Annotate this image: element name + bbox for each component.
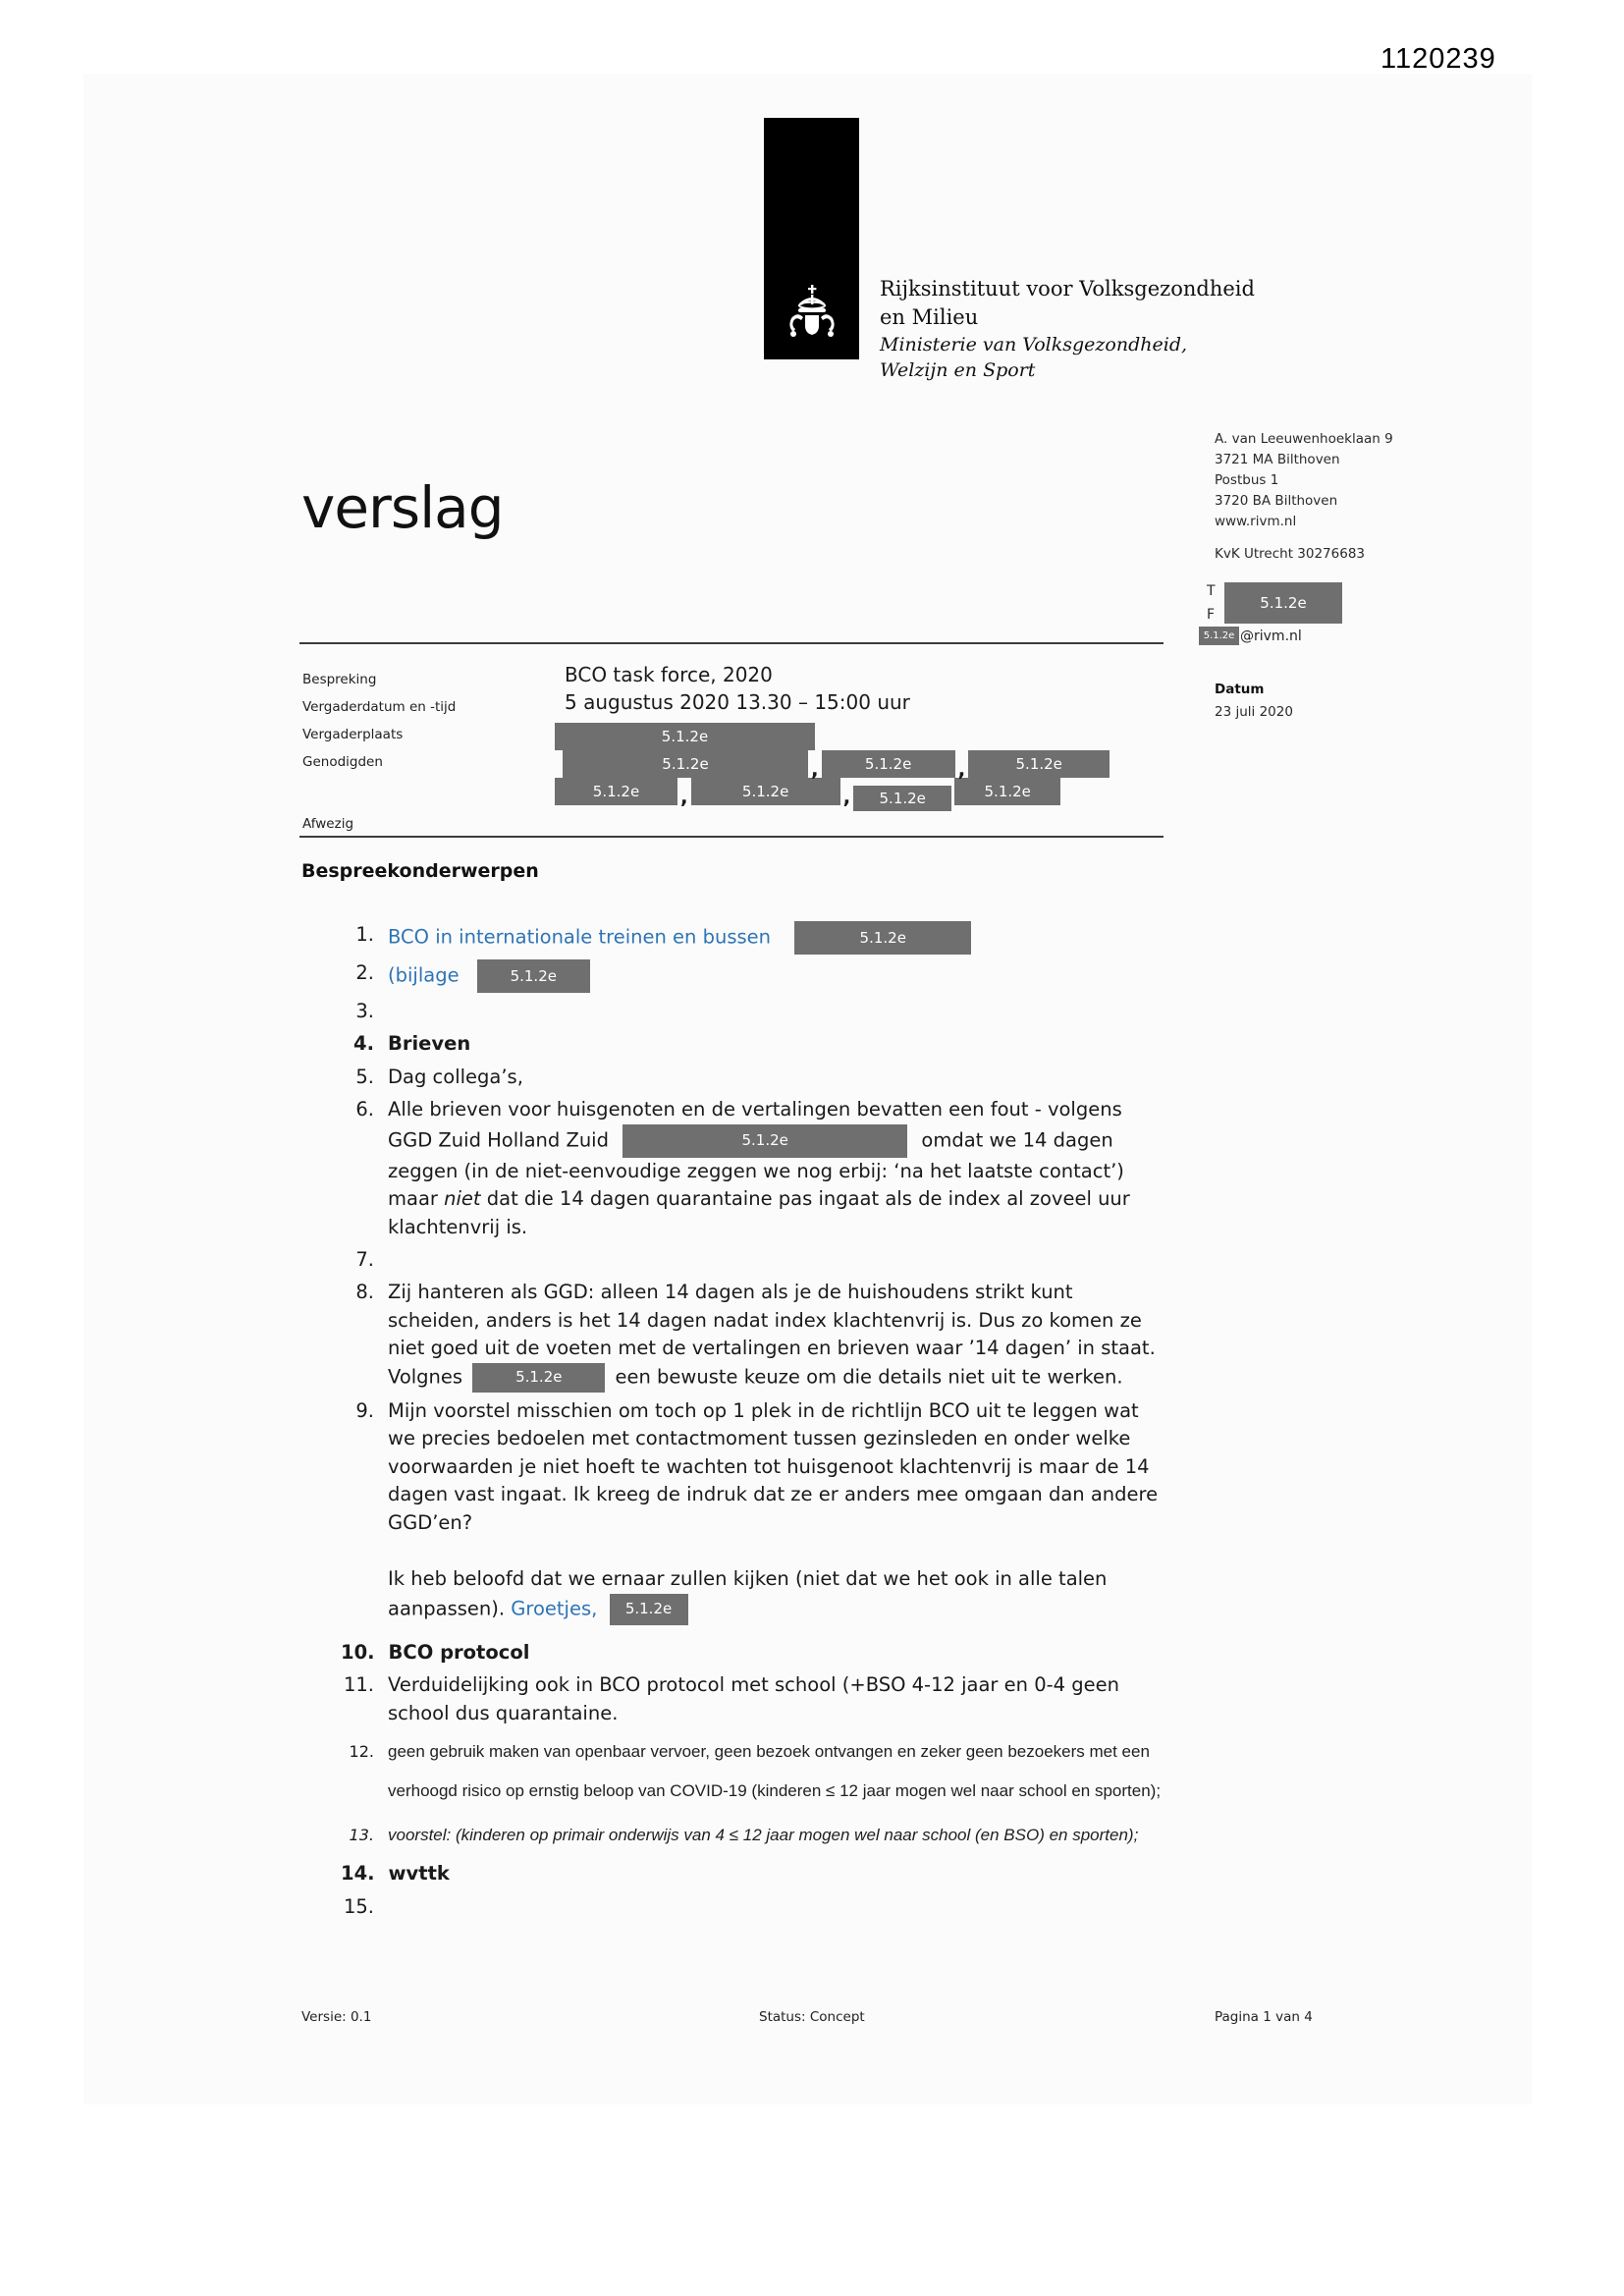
item-number: 7. [355,1248,374,1271]
afwezig-label: Afwezig [302,816,354,832]
separator-comma: , [842,785,851,808]
redaction-item-2: 5.1.2e [477,959,590,993]
item-number: 10. [341,1640,375,1664]
divider-bottom [299,836,1164,838]
item-text: Dag collega’s, [388,1065,523,1088]
redaction-phone-number: 5.1.2e [1224,582,1342,624]
bespreking-label: Bespreking [302,672,377,687]
redaction-item-9: 5.1.2e [610,1594,688,1625]
fax-label-f: F [1207,607,1216,623]
redaction-genodigde-7: 5.1.2e [954,778,1060,805]
item-number: 3. [355,1000,374,1022]
address-line: 3721 MA Bilthoven [1215,452,1340,467]
datum-value: 23 juli 2020 [1215,704,1293,720]
vergaderdatum-label: Vergaderdatum en -tijd [302,699,457,715]
redaction-genodigde-5: 5.1.2e [691,778,840,805]
redaction-vergaderplaats: 5.1.2e [555,723,815,750]
item-number: 4. [353,1032,374,1055]
email-domain: @rivm.nl [1240,628,1302,644]
address-block [1215,429,1393,532]
footer-page-number: Pagina 1 van 4 [1215,2009,1313,2025]
item-text-emphasis: niet [444,1187,481,1210]
agenda-link-text: BCO in internationale treinen en bussen [388,925,772,949]
item-text: omdat we 14 dagen zeggen (in de niet-eenvoudige zeggen we nog erbij: ‘na het laatste contact’) maar [388,1128,1124,1210]
item-text: BCO protocol [388,1640,530,1664]
redaction-genodigde-3: 5.1.2e [968,750,1110,778]
phone-label-t: T [1207,583,1216,599]
item-text: een bewuste keuze om die details niet uit te werken. [615,1365,1123,1388]
list-item-4 [341,1030,1173,1059]
list-item-3 [341,998,1173,1025]
item-number: 14. [341,1862,375,1885]
item-text: geen gebruik maken van openbaar vervoer, geen bezoek ontvangen en zeker geen bezoekers met een verhoogd risico op ernstig beloop van COVID-19 (kinderen ≤ 12 jaar mogen wel naar school en sporten); [388,1742,1162,1800]
separator-comma: , [957,757,966,781]
list-item-8 [341,1279,1173,1393]
ministry-line1: Ministerie van Volksgezondheid, [880,334,1188,355]
bespreking-value: BCO task force, 2020 [565,663,773,686]
list-item-2 [341,959,1173,993]
redaction-attendees-block [555,723,1144,808]
list-item-9 [341,1397,1173,1625]
item-paragraph [388,1565,1169,1625]
agenda-list [341,921,1173,1926]
redaction-row-genodigden-2 [555,778,1144,808]
closing-link-text: Groetjes, [511,1597,598,1619]
list-item-14 [341,1860,1173,1888]
divider-top [299,642,1164,644]
kvk-registration: KvK Utrecht 30276683 [1215,546,1365,562]
item-number: 6. [355,1098,374,1121]
agenda-link-text: (bijlage [388,963,460,987]
list-item-1 [341,921,1173,955]
address-line: Postbus 1 [1215,472,1279,488]
item-text: Alle brieven voor huisgenoten en de vertalingen bevatten een fout - volgens GGD Zuid Holland Zuid [388,1098,1122,1151]
rijksoverheid-logo [764,118,859,359]
item-number: 11. [343,1673,374,1696]
item-number: 1. [355,923,374,946]
item-number: 5. [355,1065,374,1088]
item-text: voorstel: (kinderen op primair onderwijs van 4 ≤ 12 jaar mogen wel naar school (en BSO) en sporten); [388,1826,1139,1844]
list-item-6 [341,1096,1173,1241]
item-number: 12. [349,1742,374,1761]
redaction-genodigde-6: 5.1.2e [853,786,951,811]
item-text: Ik heb beloofd dat we ernaar zullen kijken (niet dat we het ook in alle talen aanpassen). [388,1567,1108,1619]
org-name-line2: en Milieu [880,305,979,329]
blank-line [388,1537,1169,1565]
redaction-item-1: 5.1.2e [794,921,971,955]
redaction-genodigde-1: 5.1.2e [563,750,808,778]
website-url: www.rivm.nl [1215,514,1297,529]
page-title: verslag [301,474,504,541]
item-number: 9. [355,1398,374,1422]
list-item-13 [341,1816,1173,1855]
redaction-email-user: 5.1.2e [1199,627,1239,645]
item-text: wvttk [388,1862,450,1885]
document-stamp-number: 1120239 [1380,43,1496,75]
list-item-5 [341,1064,1173,1092]
redaction-genodigde-2: 5.1.2e [822,750,955,778]
redaction-item-6: 5.1.2e [623,1124,907,1158]
footer-status: Status: Concept [759,2009,865,2025]
section-heading: Bespreekonderwerpen [301,860,539,882]
list-item-12 [341,1732,1173,1811]
address-line: A. van Leeuwenhoeklaan 9 [1215,431,1393,447]
ministry-line2: Welzijn en Sport [880,359,1036,381]
rijksoverheid-crown-icon [780,285,844,357]
redaction-row-genodigden-1 [563,750,1144,781]
item-text: Verduidelijking ook in BCO protocol met school (+BSO 4-12 jaar en 0-4 geen school dus quarantaine. [388,1673,1119,1724]
separator-comma: , [680,785,688,808]
email-line [1199,627,1302,645]
item-number: 8. [355,1281,374,1303]
list-item-7 [341,1246,1173,1274]
vergaderdatum-value: 5 augustus 2020 13.30 – 15:00 uur [565,690,910,714]
item-text: dat die 14 dagen quarantaine pas ingaat als de index al zoveel uur klachtenvrij is. [388,1187,1130,1238]
item-paragraph: Mijn voorstel misschien om toch op 1 plek in de richtlijn BCO uit te leggen wat we precies bedoelen met contactmoment tussen gezinsleden en onder welke voorwaarden je niet hoeft te wachten tot huisgenoot klachtenvrij is maar de 14 dagen vast ingaat. Ik kreeg de indruk dat ze er anders mee omgaan dan andere GGD’en? [388,1398,1159,1534]
list-item-11 [341,1671,1173,1727]
vergaderplaats-label: Vergaderplaats [302,727,404,742]
footer-version: Versie: 0.1 [301,2009,372,2025]
list-item-10 [341,1639,1173,1667]
genodigden-label: Genodigden [302,754,383,770]
item-number: 2. [355,961,374,984]
list-item-15 [341,1893,1173,1921]
redaction-row-vergaderplaats [555,723,1144,750]
logo-wordmark [880,275,1255,383]
address-line: 3720 BA Bilthoven [1215,493,1338,509]
item-number: 13. [349,1826,374,1844]
redaction-genodigde-4: 5.1.2e [555,778,677,805]
datum-label: Datum [1215,682,1265,697]
item-text: Brieven [388,1032,471,1055]
redaction-item-8: 5.1.2e [472,1363,605,1393]
separator-comma: , [811,757,819,781]
item-number: 15. [343,1894,374,1918]
org-name-line1: Rijksinstituut voor Volksgezondheid [880,277,1255,301]
item-text: Zij hanteren als GGD: alleen 14 dagen als je de huishoudens strikt kunt scheiden, anders is het 14 dagen nadat index klachtenvrij is. Dus zo komen ze niet goed uit de voeten met de vertalingen en brieven waar ’14 dagen’ in staat. Volgnes [388,1281,1156,1388]
